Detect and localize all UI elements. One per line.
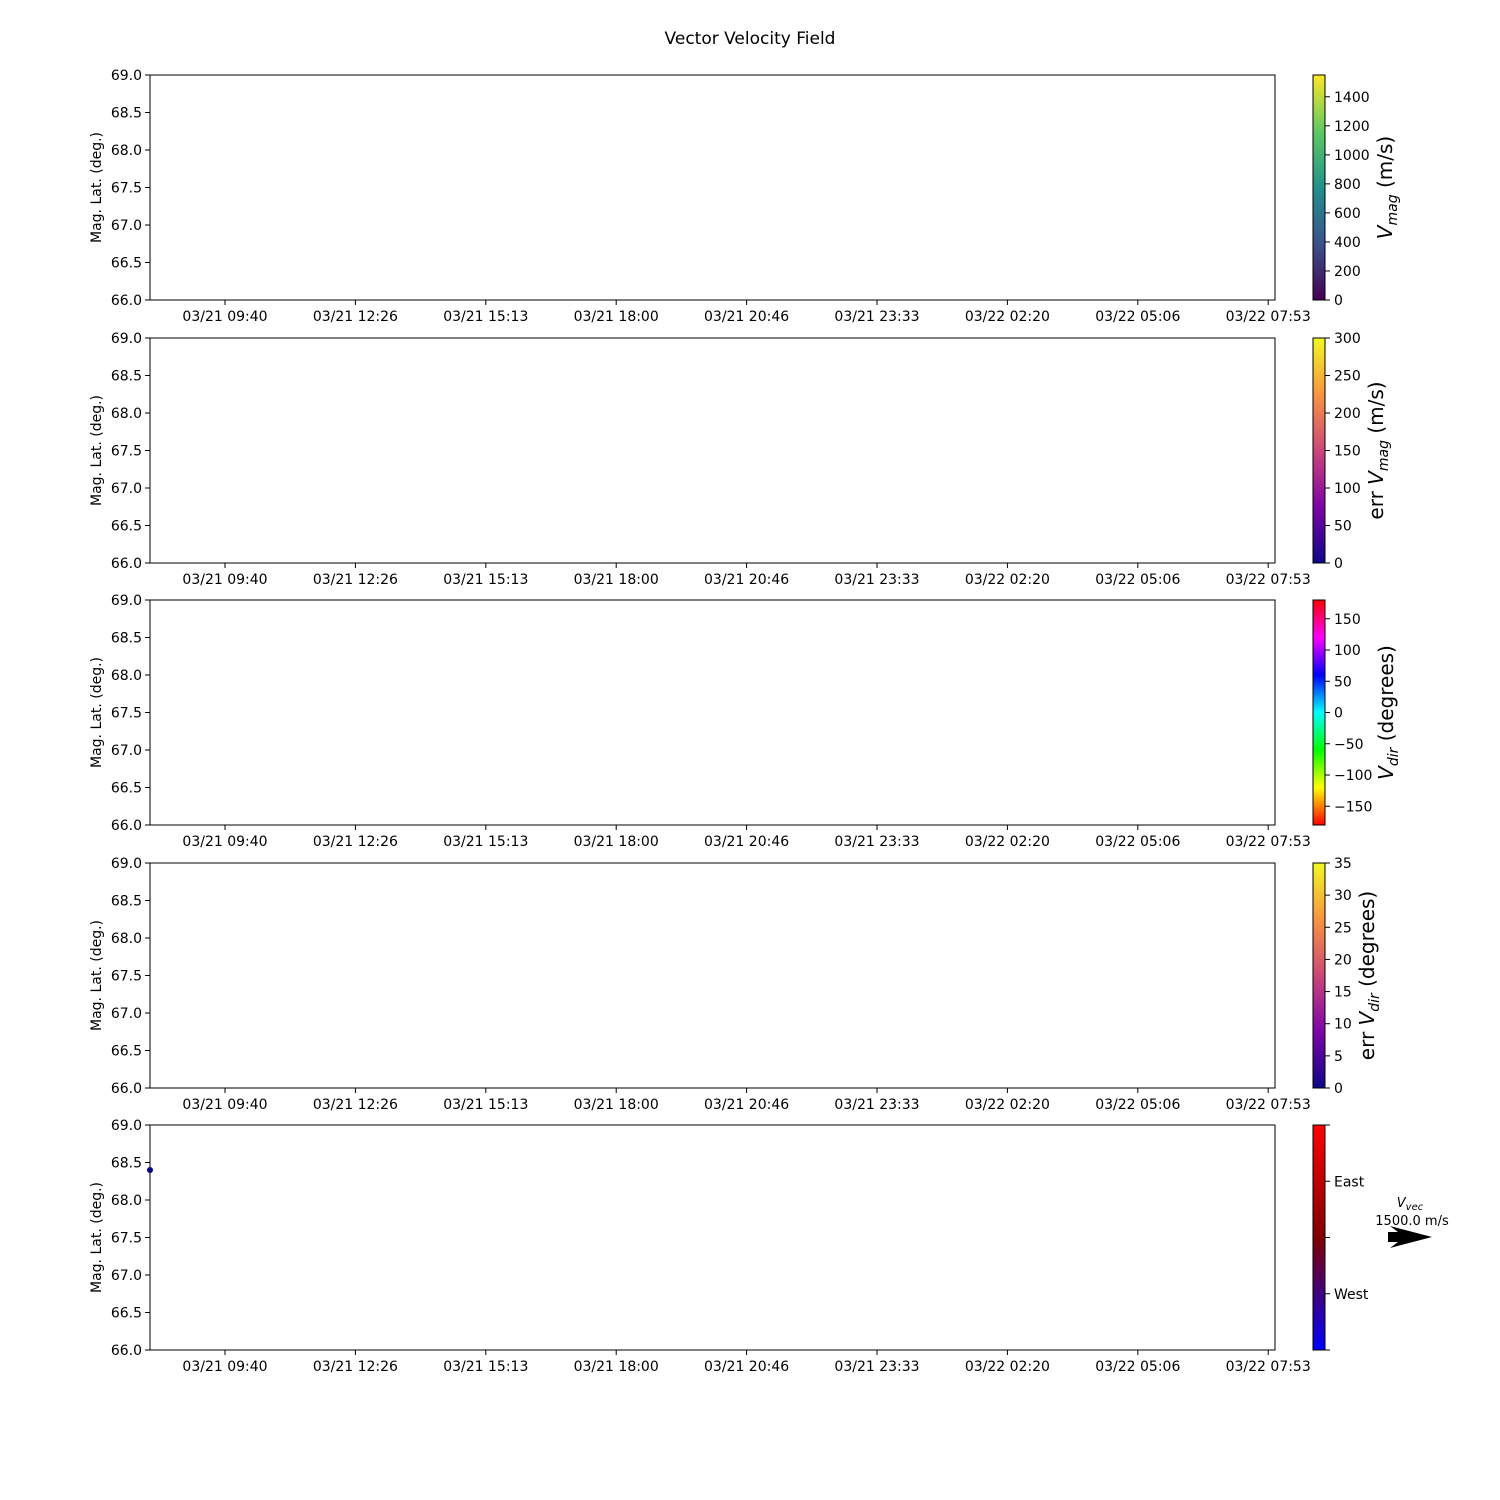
- y-tick-label: 67.5: [110, 180, 142, 197]
- panel-5: [89, 1118, 1449, 1375]
- x-tick-label: 03/21 23:33: [834, 309, 920, 325]
- colorbar-label-unit: (m/s): [1364, 381, 1388, 441]
- x-tick-label: 03/22 02:20: [964, 1097, 1050, 1113]
- colorbar-label: [1355, 891, 1383, 1060]
- vector-key-symbol-main: V: [1396, 1196, 1406, 1211]
- y-axis-label: Mag. Lat. (deg.): [89, 395, 105, 506]
- x-tick-label: 03/22 07:53: [1225, 1359, 1311, 1375]
- vector-key-arrow: [1388, 1226, 1432, 1248]
- vector-key-symbol-sub: vec: [1405, 1202, 1424, 1213]
- y-tick-label: 67.0: [110, 481, 142, 497]
- y-axis-label: Mag. Lat. (deg.): [89, 920, 105, 1031]
- colorbar-tick-label: 400: [1334, 234, 1361, 251]
- x-tick-label: 03/21 18:00: [573, 834, 659, 850]
- y-axis-label: Mag. Lat. (deg.): [89, 132, 105, 243]
- colorbar-label: [1364, 381, 1392, 519]
- y-tick-label: 66.0: [110, 1081, 142, 1097]
- colorbar-tick-label: 10: [1334, 1016, 1352, 1033]
- colorbar: [1313, 338, 1325, 563]
- colorbar-tick-label: 0: [1334, 556, 1343, 572]
- x-tick-label: 03/21 15:13: [443, 1359, 529, 1375]
- colorbar: [1313, 1125, 1325, 1350]
- colorbar-label: [1374, 645, 1402, 780]
- colorbar-label-subscript: dir: [1367, 993, 1383, 1012]
- colorbar-label-subscript: dir: [1386, 747, 1402, 767]
- colorbar-tick-label: −150: [1334, 799, 1373, 816]
- y-tick-label: 66.0: [110, 293, 142, 309]
- x-tick-label: 03/22 05:06: [1095, 1359, 1181, 1375]
- y-tick-label: 68.0: [110, 1193, 142, 1209]
- x-tick-label: 03/22 05:06: [1095, 572, 1181, 588]
- x-tick-label: 03/21 15:13: [443, 572, 529, 588]
- colorbar-tick-label: −100: [1334, 768, 1373, 784]
- plot-area-frame: [150, 338, 1275, 563]
- x-tick-label: 03/21 15:13: [443, 1097, 529, 1113]
- y-tick-label: 67.0: [110, 743, 142, 759]
- panel-4: [89, 856, 1383, 1113]
- x-tick-label: 03/22 07:53: [1225, 309, 1311, 325]
- x-tick-label: 03/21 20:46: [704, 1097, 790, 1113]
- colorbar: [1313, 600, 1325, 825]
- x-tick-label: 03/22 02:20: [964, 834, 1050, 850]
- colorbar-label-prefix: err: [1355, 1025, 1379, 1061]
- colorbar-tick-label: 0: [1334, 293, 1343, 309]
- x-tick-label: 03/21 09:40: [182, 1097, 268, 1113]
- colorbar-tick-label: 1000: [1334, 147, 1370, 164]
- figure-title: Vector Velocity Field: [664, 29, 836, 49]
- colorbar-label: [1373, 136, 1401, 239]
- x-tick-label: 03/21 12:26: [312, 1097, 398, 1113]
- y-tick-label: 68.5: [110, 105, 142, 122]
- y-tick-label: 66.5: [110, 1305, 142, 1322]
- colorbar-tick-label: 100: [1334, 481, 1361, 497]
- colorbar-tick-label: 5: [1334, 1048, 1343, 1065]
- colorbar-tick-label: 25: [1334, 920, 1352, 937]
- x-tick-label: 03/21 12:26: [312, 572, 398, 588]
- colorbar-tick-label: 600: [1334, 205, 1361, 222]
- vector-key-symbol: [1397, 1196, 1424, 1213]
- x-tick-label: 03/22 05:06: [1095, 834, 1181, 850]
- colorbar-tick-label: East: [1334, 1174, 1365, 1191]
- x-tick-label: 03/21 18:00: [573, 309, 659, 325]
- colorbar: [1313, 75, 1325, 300]
- colorbar-tick-label: 100: [1334, 643, 1361, 659]
- x-tick-label: 03/21 23:33: [834, 834, 920, 850]
- colorbar-tick-label: 250: [1334, 368, 1361, 385]
- colorbar-tick-label: −50: [1334, 736, 1364, 753]
- colorbar-tick-label: 35: [1334, 856, 1352, 872]
- colorbar-tick-label: 200: [1334, 406, 1361, 422]
- x-tick-label: 03/22 05:06: [1095, 1097, 1181, 1113]
- colorbar-label-unit: (m/s): [1373, 135, 1397, 195]
- x-tick-label: 03/21 15:13: [443, 309, 529, 325]
- x-tick-label: 03/21 12:26: [312, 309, 398, 325]
- data-point: [147, 1167, 153, 1173]
- colorbar-label-symbol: V: [1355, 1011, 1379, 1026]
- y-tick-label: 67.0: [110, 1268, 142, 1284]
- y-tick-label: 68.0: [110, 143, 142, 159]
- panel-3: [89, 593, 1402, 850]
- x-tick-label: 03/22 07:53: [1225, 1097, 1311, 1113]
- x-tick-label: 03/21 18:00: [573, 1359, 659, 1375]
- y-tick-label: 67.5: [110, 968, 142, 985]
- colorbar-label-symbol: V: [1374, 766, 1398, 780]
- colorbar: [1313, 863, 1325, 1088]
- plot-area-frame: [150, 863, 1275, 1088]
- x-tick-label: 03/22 02:20: [964, 572, 1050, 588]
- y-tick-label: 68.5: [110, 368, 142, 385]
- colorbar-tick-label: 30: [1334, 888, 1352, 905]
- colorbar-tick-label: 150: [1334, 611, 1361, 628]
- plot-area-frame: [150, 1125, 1275, 1350]
- colorbar-tick-label: 15: [1334, 984, 1352, 1001]
- vector-key: [1375, 1196, 1449, 1248]
- colorbar-label-symbol: V: [1364, 471, 1388, 485]
- colorbar-label-subscript: mag: [1376, 440, 1392, 472]
- x-tick-label: 03/21 18:00: [573, 572, 659, 588]
- panel-2: [89, 331, 1392, 588]
- plot-area-frame: [150, 600, 1275, 825]
- colorbar-label-subscript: mag: [1385, 194, 1401, 226]
- y-axis-label: Mag. Lat. (deg.): [89, 1182, 105, 1293]
- panel-1: [89, 68, 1401, 325]
- y-tick-label: 66.0: [110, 818, 142, 834]
- colorbar-tick-label: West: [1334, 1286, 1369, 1303]
- colorbar-tick-label: 200: [1334, 263, 1361, 280]
- colorbar-tick-label: 150: [1334, 443, 1361, 460]
- colorbar-label-unit: (degrees): [1355, 890, 1379, 994]
- y-tick-label: 66.5: [110, 780, 142, 797]
- colorbar-tick-label: 1200: [1334, 118, 1370, 135]
- y-tick-label: 69.0: [110, 593, 142, 609]
- y-tick-label: 66.5: [110, 255, 142, 272]
- x-tick-label: 03/21 09:40: [182, 572, 268, 588]
- y-tick-label: 68.5: [110, 893, 142, 910]
- x-tick-label: 03/21 12:26: [312, 1359, 398, 1375]
- colorbar-tick-label: 20: [1334, 952, 1352, 969]
- x-tick-label: 03/22 02:20: [964, 309, 1050, 325]
- x-tick-label: 03/21 09:40: [182, 1359, 268, 1375]
- x-tick-label: 03/22 07:53: [1225, 834, 1311, 850]
- colorbar-tick-label: 0: [1334, 705, 1343, 722]
- x-tick-label: 03/21 09:40: [182, 309, 268, 325]
- plot-area-frame: [150, 75, 1275, 300]
- x-tick-label: 03/21 12:26: [312, 834, 398, 850]
- y-tick-label: 68.0: [110, 668, 142, 684]
- y-tick-label: 69.0: [110, 68, 142, 84]
- x-tick-label: 03/22 05:06: [1095, 309, 1181, 325]
- x-tick-label: 03/21 09:40: [182, 834, 268, 850]
- y-tick-label: 67.5: [110, 705, 142, 722]
- colorbar-label-symbol: V: [1373, 225, 1397, 240]
- vector-key-value: 1500.0 m/s: [1375, 1214, 1449, 1229]
- colorbar-tick-label: 50: [1334, 518, 1352, 535]
- x-tick-label: 03/21 20:46: [704, 834, 790, 850]
- x-tick-label: 03/21 15:13: [443, 834, 529, 850]
- colorbar-tick-label: 800: [1334, 176, 1361, 193]
- y-tick-label: 68.5: [110, 630, 142, 647]
- colorbar-label-prefix: err: [1364, 484, 1388, 520]
- y-tick-label: 66.5: [110, 518, 142, 535]
- x-tick-label: 03/21 20:46: [704, 1359, 790, 1375]
- colorbar-tick-label: 0: [1334, 1081, 1343, 1097]
- y-tick-label: 69.0: [110, 1118, 142, 1134]
- x-tick-label: 03/21 23:33: [834, 1097, 920, 1113]
- colorbar-tick-label: 50: [1334, 674, 1352, 691]
- y-tick-label: 66.5: [110, 1043, 142, 1060]
- y-tick-label: 68.0: [110, 931, 142, 947]
- y-tick-label: 67.0: [110, 1006, 142, 1022]
- x-tick-label: 03/21 20:46: [704, 572, 790, 588]
- y-tick-label: 67.5: [110, 443, 142, 460]
- y-tick-label: 67.0: [110, 218, 142, 234]
- y-tick-label: 68.0: [110, 406, 142, 422]
- x-tick-label: 03/21 20:46: [704, 309, 790, 325]
- x-tick-label: 03/21 23:33: [834, 572, 920, 588]
- y-axis-label: Mag. Lat. (deg.): [89, 657, 105, 768]
- colorbar-tick-label: 300: [1334, 331, 1361, 347]
- x-tick-label: 03/21 18:00: [573, 1097, 659, 1113]
- y-tick-label: 67.5: [110, 1230, 142, 1247]
- x-tick-label: 03/21 23:33: [834, 1359, 920, 1375]
- y-tick-label: 69.0: [110, 856, 142, 872]
- colorbar-tick-label: 1400: [1334, 89, 1370, 106]
- x-tick-label: 03/22 02:20: [964, 1359, 1050, 1375]
- y-tick-label: 69.0: [110, 331, 142, 347]
- x-tick-label: 03/22 07:53: [1225, 572, 1311, 588]
- colorbar-label-unit: (degrees): [1374, 645, 1398, 748]
- y-tick-label: 68.5: [110, 1155, 142, 1172]
- y-tick-label: 66.0: [110, 556, 142, 572]
- y-tick-label: 66.0: [110, 1343, 142, 1359]
